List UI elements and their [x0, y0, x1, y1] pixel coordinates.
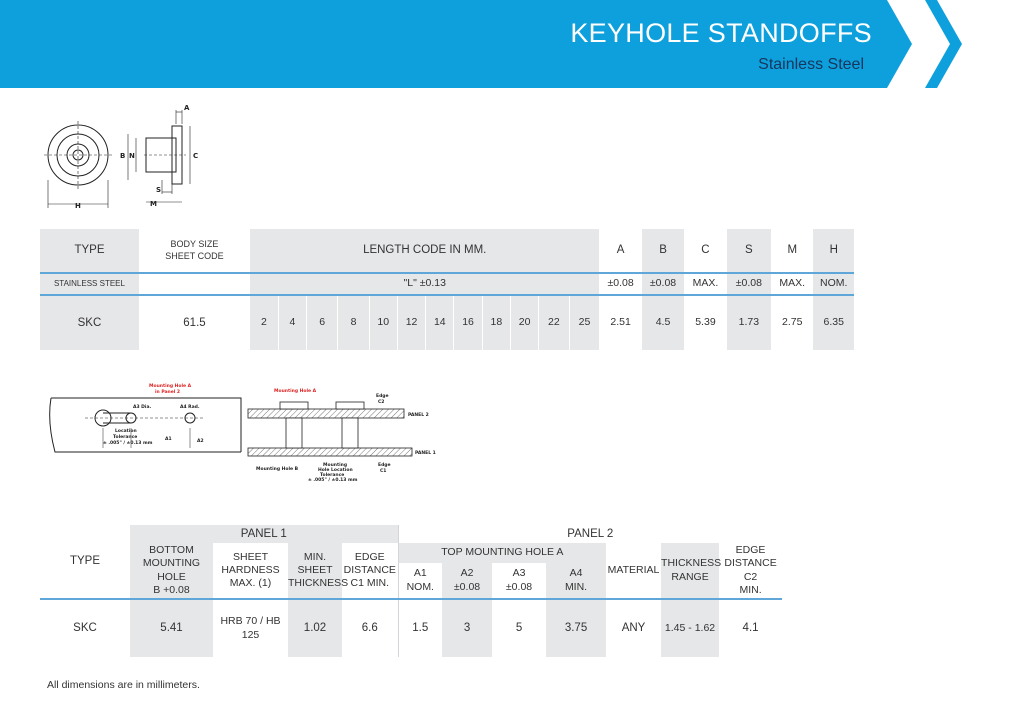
edge-c1-sub-label: C1: [380, 469, 387, 474]
dimensions-table: [40, 229, 854, 350]
page-subtitle: Stainless Steel: [758, 56, 864, 73]
edge-c2-sub-label: C2: [378, 400, 385, 405]
label-s: S: [156, 186, 162, 194]
edge-c2-label: Edge: [376, 394, 389, 399]
a4-header: A4 MIN.: [546, 563, 606, 599]
length-tolerance: "L" ±0.13: [250, 273, 599, 295]
edge-c2-header: EDGE DISTANCE C2 MIN.: [719, 543, 782, 599]
label-m: M: [150, 200, 157, 208]
type-value: SKC: [40, 599, 130, 657]
dim-a-value: 2.51: [599, 295, 641, 350]
thickness-range-header: THICKNESS RANGE: [661, 543, 719, 599]
panel1-label: PANEL 1: [415, 451, 436, 456]
edge-c1-label: Edge: [378, 463, 391, 468]
panel1-header: PANEL 1: [130, 525, 398, 543]
label-b: B: [120, 152, 126, 160]
table2-header-row: [40, 543, 782, 563]
tol-m: MAX.: [771, 273, 813, 295]
type-header: TYPE: [40, 229, 139, 273]
mounting-hole-a-label: Mounting Hole A: [149, 384, 192, 389]
table1-header-row: [40, 229, 854, 273]
dim-b-value: 4.5: [642, 295, 684, 350]
length-value: 10: [369, 295, 397, 350]
table1-data-row: [40, 295, 854, 350]
a3-header: A3 ±0.08: [492, 563, 546, 599]
length-value: 22: [539, 295, 569, 350]
table2-group-row: [40, 525, 782, 543]
length-value: 20: [510, 295, 538, 350]
bottom-hole-value: 5.41: [130, 599, 213, 657]
a2-value: 3: [442, 599, 492, 657]
thickness-range-value: 1.45 - 1.62: [661, 599, 719, 657]
tolerance-value-label: ± .005" / ±0.13 mm: [103, 441, 153, 446]
length-value: 2: [250, 295, 278, 350]
tol-a: ±0.08: [599, 273, 641, 295]
panel-assembly-drawing: [240, 382, 440, 486]
body-size-blank: [139, 273, 250, 295]
header-c: C: [684, 229, 726, 273]
standoff-right: [342, 418, 358, 448]
a1-label: A1: [165, 437, 172, 442]
body-size-header: BODY SIZE SHEET CODE: [139, 229, 250, 273]
min-thickness-value: 1.02: [288, 599, 342, 657]
table1-tolerance-row: [40, 273, 854, 295]
a3-value: 5: [492, 599, 546, 657]
tol-s: ±0.08: [727, 273, 771, 295]
panel2-section: [248, 409, 404, 418]
label-a: A: [184, 104, 190, 112]
bottom-hole-header: BOTTOM MOUNTING HOLE B +0.08: [130, 543, 213, 599]
header-chevron-icon: [925, 0, 962, 88]
header-banner: [0, 0, 1024, 88]
header-b: B: [642, 229, 684, 273]
length-code-header: LENGTH CODE IN MM.: [250, 229, 599, 273]
type-value: SKC: [40, 295, 139, 350]
panel2-label: PANEL 2: [408, 413, 429, 418]
tol-c: MAX.: [684, 273, 726, 295]
mounting-hole-b-label: Mounting Hole B: [256, 467, 299, 472]
a4-rad-label: A4 Rad.: [180, 405, 200, 410]
mounting-hole-a-label: Mounting Hole A: [274, 389, 317, 394]
mounting-hole-a-panel-label: in Panel 2: [155, 390, 181, 395]
a4-value: 3.75: [546, 599, 606, 657]
label-c: C: [193, 152, 199, 160]
body-size-value: 61.5: [139, 295, 250, 350]
standoff-drawing: [40, 100, 210, 212]
dim-c-value: 5.39: [684, 295, 726, 350]
panel-table: [40, 525, 782, 657]
material-label: STAINLESS STEEL: [40, 273, 139, 295]
panel-hole-drawing: [45, 382, 245, 454]
min-thickness-header: MIN. SHEET THICKNESS: [288, 543, 342, 599]
edge-c2-value: 4.1: [719, 599, 782, 657]
page-title: KEYHOLE STANDOFFS: [570, 18, 872, 48]
length-value: 18: [482, 295, 510, 350]
edge-c1-value: 6.6: [342, 599, 398, 657]
length-value: 14: [426, 295, 454, 350]
tolerance-label: Tolerance: [113, 435, 138, 440]
top-hole-header: TOP MOUNTING HOLE A: [398, 543, 606, 563]
label-n: N: [129, 152, 135, 160]
material-header: MATERIAL: [606, 543, 661, 599]
hole-location-label-4: ± .005" / ±0.13 mm: [308, 478, 358, 483]
tol-h: NOM.: [813, 273, 854, 295]
material-value: ANY: [606, 599, 661, 657]
dim-s-value: 1.73: [727, 295, 771, 350]
a1-value: 1.5: [398, 599, 442, 657]
table2-data-row: [40, 599, 782, 657]
hole-location-label-2: Hole Location: [318, 468, 353, 473]
label-h: H: [75, 202, 81, 210]
standoff-left: [286, 418, 302, 448]
hardness-value: HRB 70 / HB 125: [213, 599, 288, 657]
length-value: 16: [454, 295, 482, 350]
panel2-header: PANEL 2: [398, 525, 782, 543]
tol-b: ±0.08: [642, 273, 684, 295]
a2-label: A2: [197, 439, 204, 444]
end-view-middle: [57, 134, 99, 176]
length-value: 4: [278, 295, 306, 350]
panel1-section: [248, 448, 412, 456]
footnote: All dimensions are in millimeters.: [47, 679, 200, 691]
header-m: M: [771, 229, 813, 273]
dim-m-value: 2.75: [771, 295, 813, 350]
header-s: S: [727, 229, 771, 273]
header-h: H: [813, 229, 854, 273]
length-value: 8: [338, 295, 369, 350]
a3-dia-label: A3 Dia.: [133, 405, 152, 410]
a1-header: A1 NOM.: [398, 563, 442, 599]
header-a: A: [599, 229, 641, 273]
hole-location-label-3: Tolerance: [320, 473, 345, 478]
hole-location-label-1: Mounting: [323, 463, 348, 468]
type-header: TYPE: [40, 525, 130, 599]
dim-h-value: 6.35: [813, 295, 854, 350]
a2-header: A2 ±0.08: [442, 563, 492, 599]
location-label: Location: [115, 429, 137, 434]
edge-c1-header: EDGE DISTANCE C1 MIN.: [342, 543, 398, 599]
hardness-header: SHEET HARDNESS MAX. (1): [213, 543, 288, 599]
length-value: 12: [397, 295, 425, 350]
length-value: 6: [307, 295, 338, 350]
length-value: 25: [569, 295, 599, 350]
